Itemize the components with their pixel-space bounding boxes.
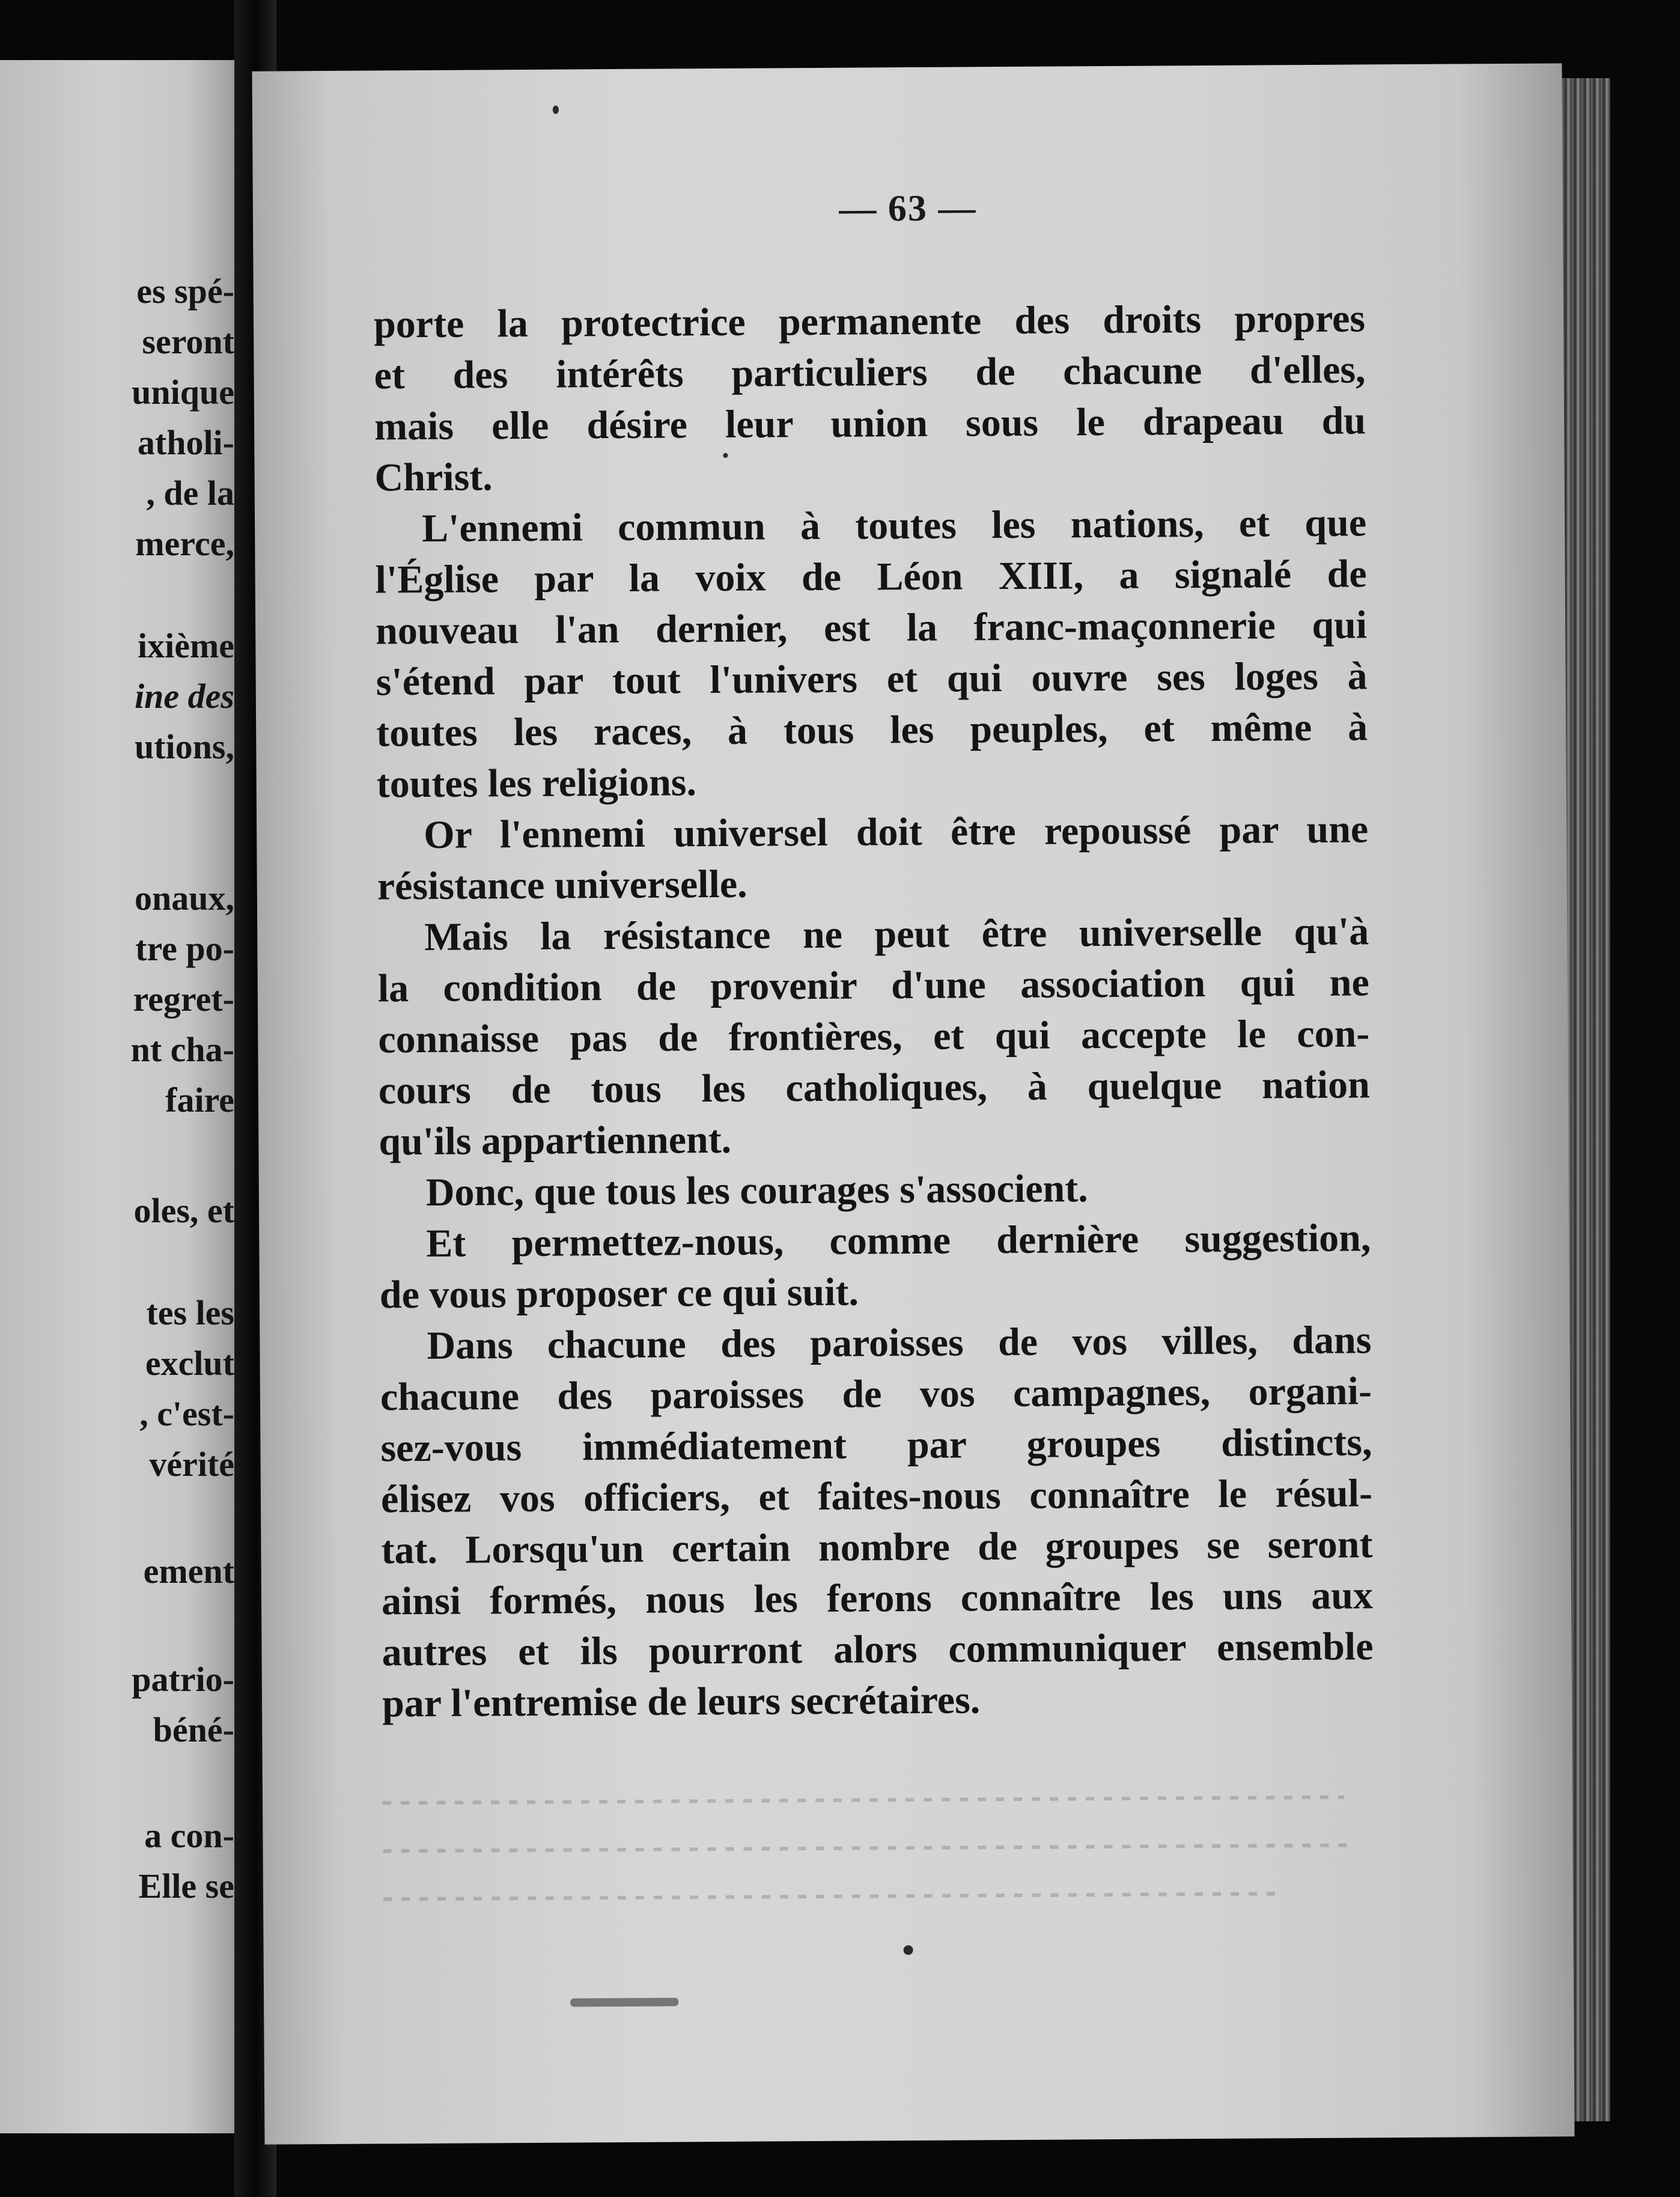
left-fragment-line: onaux, bbox=[134, 879, 234, 918]
left-fragment-line: béné- bbox=[153, 1710, 234, 1749]
text-line: autres et ils pourront alors communiquer ensemble bbox=[382, 1624, 1374, 1675]
left-fragment-line: oles, et bbox=[133, 1191, 234, 1230]
text-line: Mais la résistance ne peut être universelle qu'à bbox=[424, 909, 1369, 959]
text-line: mais elle désire leur union sous le drapeau du bbox=[374, 398, 1366, 449]
left-fragment-line: utions, bbox=[134, 727, 234, 766]
left-fragment-line: exclut bbox=[145, 1344, 234, 1383]
left-fragment-line: Elle se bbox=[138, 1866, 234, 1906]
left-fragment-line: nt cha- bbox=[130, 1030, 234, 1069]
text-line: nouveau l'an dernier, est la franc-maçonnerie qui bbox=[375, 603, 1368, 653]
text-line: de vous proposer ce qui suit. bbox=[379, 1270, 859, 1317]
dust-speck bbox=[553, 106, 559, 114]
text-line: élisez vos officiers, et faites-nous connaître le résul- bbox=[380, 1471, 1373, 1522]
left-fragment-line: merce, bbox=[135, 524, 234, 563]
left-fragment-line: es spé- bbox=[136, 272, 234, 311]
text-line: résistance universelle. bbox=[377, 862, 747, 909]
text-line: tat. Lorsqu'un certain nombre de groupes se seront bbox=[381, 1522, 1373, 1573]
text-line: Donc, que tous les courages s'associent. bbox=[425, 1166, 1088, 1214]
text-line: porte la protectrice permanente des droits propres bbox=[373, 296, 1366, 347]
dust-speck bbox=[904, 1945, 913, 1955]
left-fragment-line: patrio- bbox=[132, 1660, 234, 1699]
dust-speck bbox=[723, 453, 728, 458]
left-fragment-line: unique bbox=[132, 373, 234, 412]
left-fragment-line: ine des bbox=[135, 677, 234, 716]
text-line: chacune des paroisses de vos campagnes, organi- bbox=[380, 1369, 1372, 1419]
current-page bbox=[252, 63, 1574, 2144]
text-line: ainsi formés, nous les ferons connaître les uns aux bbox=[381, 1573, 1374, 1624]
left-fragment-line: ement bbox=[143, 1552, 234, 1591]
bleed-through-mark bbox=[383, 1796, 1344, 1805]
left-fragment-line: atholi- bbox=[137, 423, 234, 462]
left-fragment-line: , c'est- bbox=[139, 1394, 234, 1433]
left-fragment-line: , de la bbox=[146, 474, 234, 513]
bleed-through-mark bbox=[383, 1844, 1357, 1853]
previous-page-fragment bbox=[0, 60, 234, 2133]
left-fragment-line: vérité bbox=[149, 1445, 234, 1484]
text-line: par l'entremise de leurs secrétaires. bbox=[382, 1678, 981, 1726]
ink-smudge bbox=[570, 1997, 678, 2007]
text-line: toutes les religions. bbox=[376, 760, 697, 806]
text-line: la condition de provenir d'une association qui ne bbox=[377, 960, 1370, 1011]
text-line: cours de tous les catholiques, à quelque nation bbox=[378, 1062, 1371, 1113]
text-line: l'Église par la voix de Léon XIII, a signalé de bbox=[375, 552, 1367, 602]
left-fragment-line: ixième bbox=[137, 626, 234, 665]
text-line: s'étend par tout l'univers et qui ouvre ses loges à bbox=[376, 654, 1368, 704]
text-line: Or l'ennemi universel doit être repoussé par une bbox=[424, 807, 1369, 857]
page-body bbox=[374, 293, 1374, 1729]
text-line: et des intérêts particuliers de chacune d'elles, bbox=[374, 347, 1366, 398]
left-fragment-line: seront bbox=[142, 322, 234, 361]
left-fragment-line: tes les bbox=[146, 1293, 234, 1332]
left-fragment-line: faire bbox=[165, 1080, 234, 1120]
text-line: Christ. bbox=[374, 455, 493, 500]
text-line: sez-vous immédiatement par groupes distincts, bbox=[380, 1420, 1372, 1470]
bleed-through-mark bbox=[383, 1892, 1285, 1901]
text-line: L'ennemi commun à toutes les nations, et que bbox=[421, 501, 1367, 550]
text-line: toutes les races, à tous les peuples, et même à bbox=[376, 705, 1368, 755]
text-line: Dans chacune des paroisses de vos villes, dans bbox=[427, 1318, 1372, 1368]
left-fragment-line: tre po- bbox=[135, 929, 234, 968]
text-line: connaisse pas de frontières, et qui accepte le con- bbox=[378, 1011, 1370, 1062]
page-number: — 63 — bbox=[839, 187, 977, 230]
text-line: qu'ils appartiennent. bbox=[379, 1117, 732, 1164]
text-line: Et permettez-nous, comme dernière suggestion, bbox=[426, 1216, 1371, 1266]
left-fragment-line: a con- bbox=[144, 1816, 234, 1855]
left-fragment-line: regret- bbox=[133, 980, 234, 1019]
